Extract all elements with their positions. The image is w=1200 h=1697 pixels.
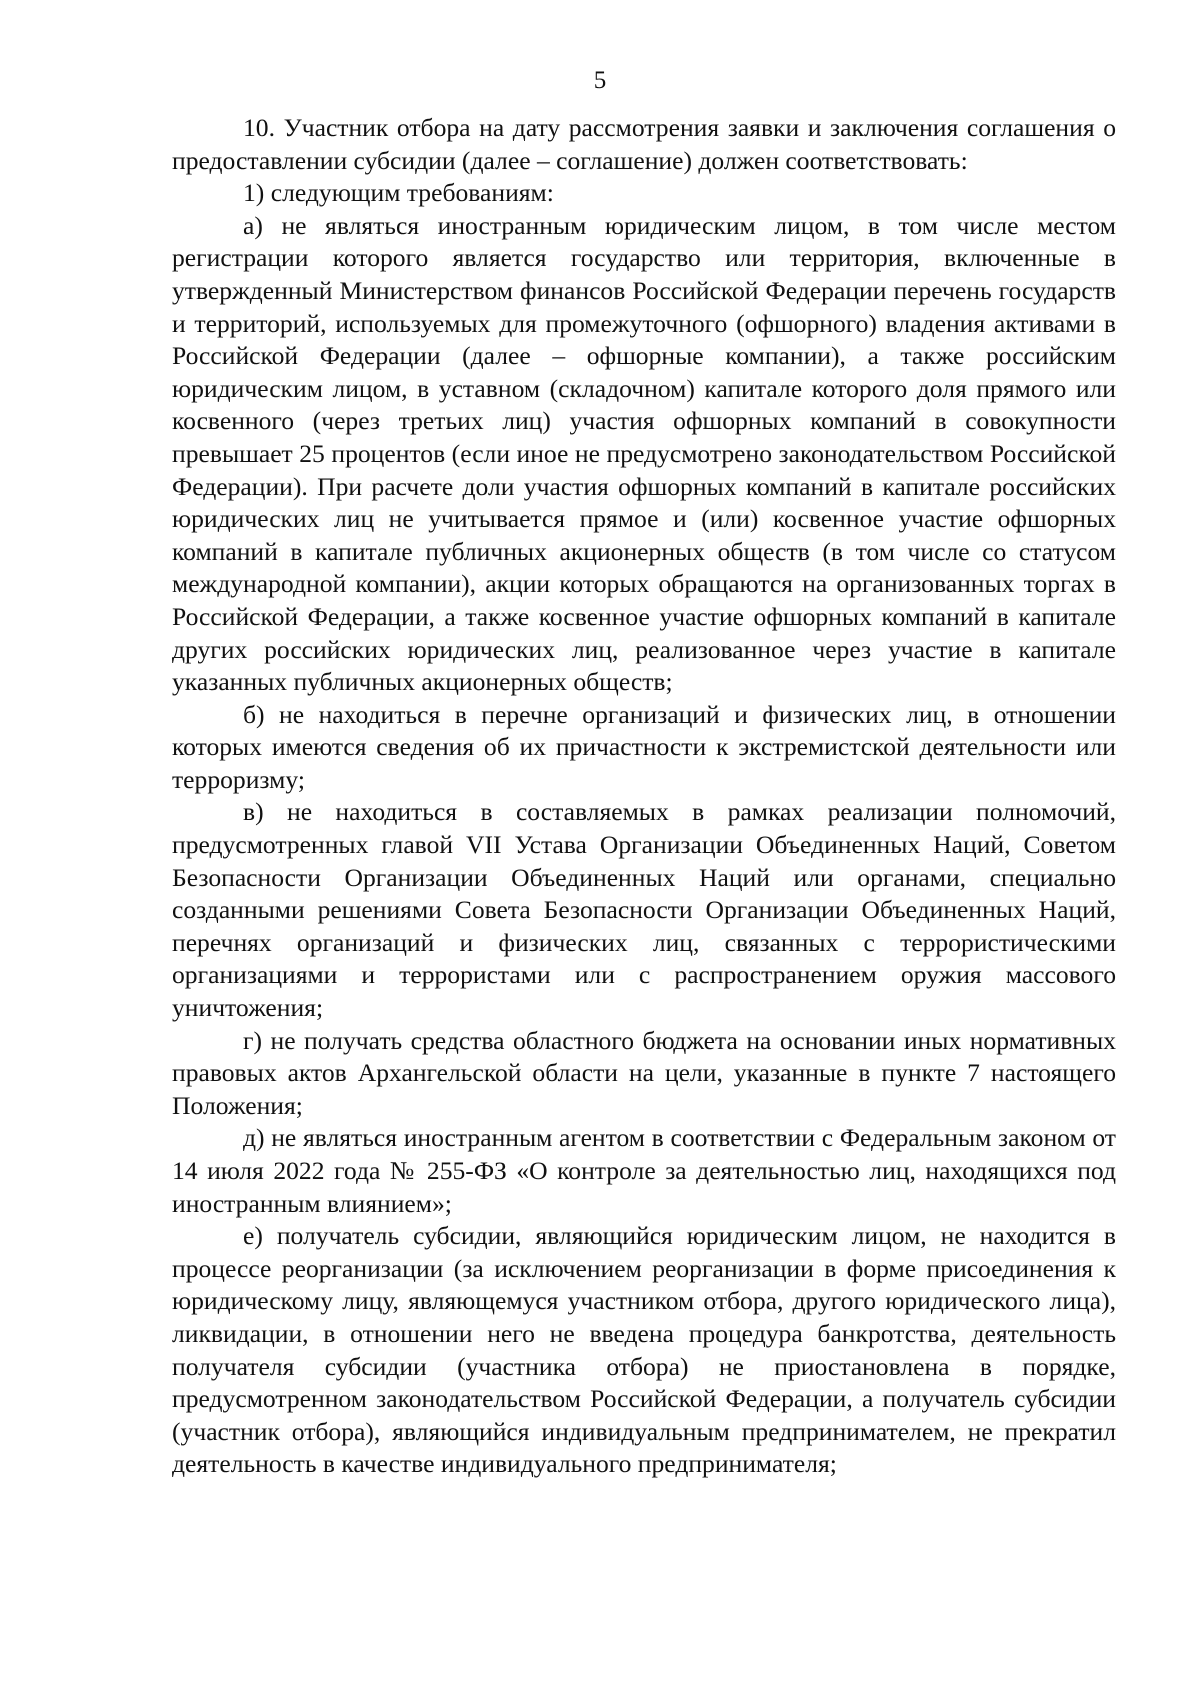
paragraph-item-g: г) не получать средства областного бюджета на основании иных нормативных правовых актов Архангельской области на цели, указанные в пункте 7 настоящего Положения; — [172, 1025, 1116, 1120]
paragraph-item-e: е) получатель субсидии, являющийся юридическим лицом, не находится в процессе реорганизации (за исключением реорганизации в форме присоединения к юридическому лицу, являющемуся участником отбора, другого юридического лица), ликвидации, в отношении него не введена процедура банкротства, деятельность получателя субсидии (участника отбора) не приостановлена в порядке, предусмотренном законодательством Российской Федерации, а получатель субсидии (участник отбора), являющийся индивидуальным предпринимателем, не прекратил деятельность в качестве индивидуального предпринимателя; — [172, 1221, 1116, 1479]
page-number: 5 — [593, 67, 607, 94]
paragraph-10: 10. Участник отбора на дату рассмотрения заявки и заключения соглашения о предоставлении субсидии (далее – соглашение) должен соответствовать: — [172, 113, 1116, 175]
document-body — [172, 112, 1116, 1481]
paragraph-item-b: б) не находиться в перечне организаций и физических лиц, в отношении которых имеются сведения об их причастности к экстремистской деятельности или терроризму; — [172, 699, 1116, 794]
paragraph-item-d: д) не являться иностранным агентом в соответствии с Федеральным законом от 14 июля 2022 года № 255-ФЗ «О контроле за деятельностью лиц, находящихся под иностранным влиянием»; — [172, 1123, 1116, 1218]
paragraph-requirements-intro: 1) следующим требованиям: — [243, 178, 554, 208]
paragraph-item-v: в) не находиться в составляемых в рамках реализации полномочий, предусмотренных главой VII Устава Организации Объединенных Наций, Советом Безопасности Организации Объединенных Наций или органами, специально созданными решениями Совета Безопасности Организации Объединенных Наций, перечнях организаций и физических лиц, связанных с террористическими организациями и террористами или с распространением оружия массового уничтожения; — [172, 797, 1116, 1023]
paragraph-item-a: а) не являться иностранным юридическим лицом, в том числе местом регистрации которого является государство или территория, включенные в утвержденный Министерством финансов Российской Федерации перечень государств и территорий, используемых для промежуточного (офшорного) владения активами в Российской Федерации (далее – офшорные компании), а также российским юридическим лицом, в уставном (складочном) капитале которого доля прямого или косвенного (через третьих лиц) участия офшорных компаний в совокупности превышает 25 процентов (если иное не предусмотрено законодательством Российской Федерации). При расчете доли участия офшорных компаний в капитале российских юридических лиц не учитывается прямое и (или) косвенное участие офшорных компаний в капитале публичных акционерных обществ (в том числе со статусом международной компании), акции которых обращаются на организованных торгах в Российской Федерации, а также косвенное участие офшорных компаний в капитале других российских юридических лиц, реализованное через участие в капитале указанных публичных акционерных обществ; — [172, 210, 1116, 697]
